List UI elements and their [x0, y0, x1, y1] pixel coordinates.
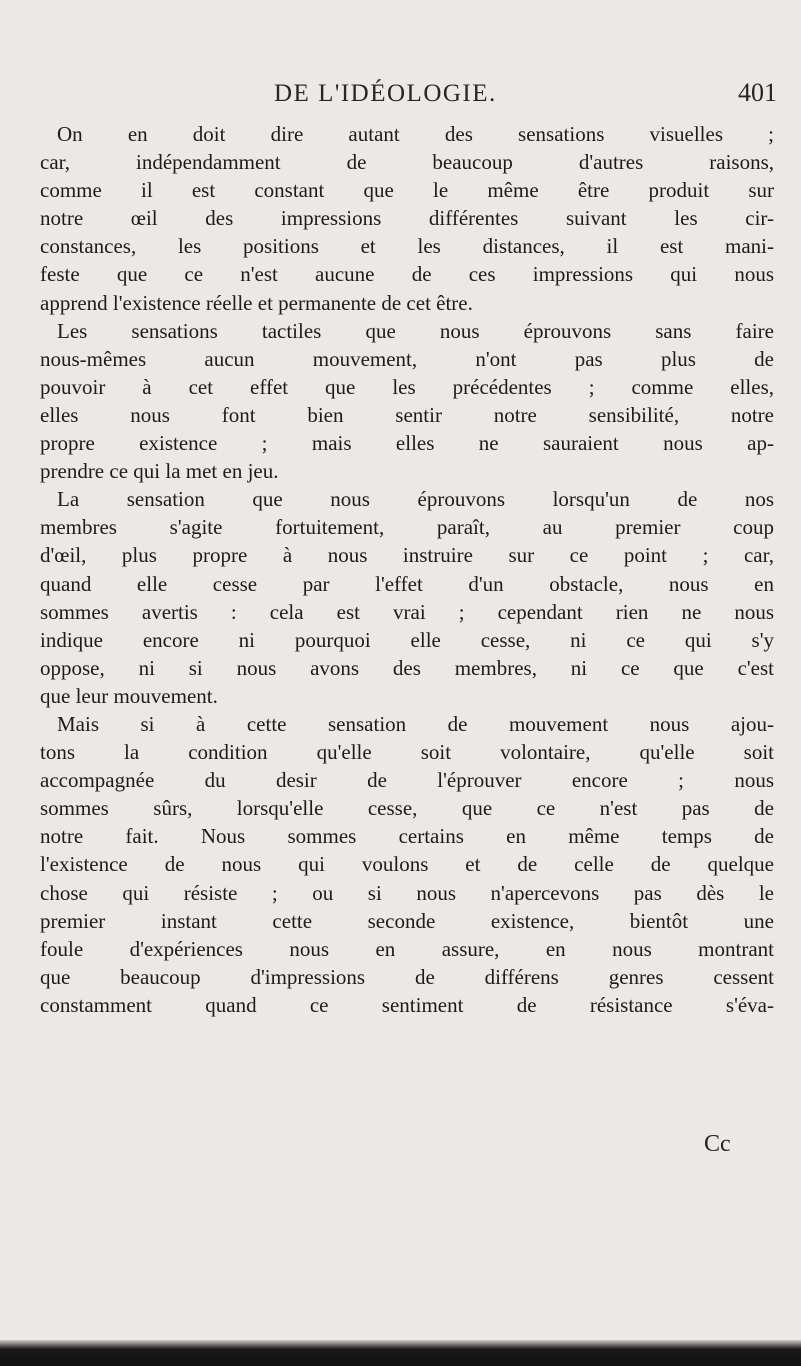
text-line: accompagnée du desir de l'éprouver encore ; nous [40, 768, 774, 793]
text-line: l'existence de nous qui voulons et de celle de quelque [40, 852, 774, 877]
text-line: constamment quand ce sentiment de résistance s'éva- [40, 992, 774, 1017]
page-edge-shadow [0, 1340, 801, 1366]
running-head: DE L'IDÉOLOGIE. [274, 80, 497, 107]
page-number: 401 [738, 78, 777, 107]
text-line: comme il est constant que le même être produit sur [40, 178, 774, 203]
text-line: feste que ce n'est aucune de ces impressions qui nous [40, 262, 774, 287]
text-line: propre existence ; mais elles ne sauraient nous ap- [40, 431, 774, 456]
text-line: sommes avertis : cela est vrai ; cependant rien ne nous [40, 599, 774, 624]
text-line: tons la condition qu'elle soit volontaire, qu'elle soit [40, 740, 774, 765]
text-line: Les sensations tactiles que nous éprouvons sans faire [57, 318, 774, 343]
text-line: que beaucoup d'impressions de différens genres cessent [40, 964, 774, 989]
signature-mark: Cc [704, 1131, 731, 1157]
text-line: Mais si à cette sensation de mouvement nous ajou- [57, 711, 774, 736]
text-line: sommes sûrs, lorsqu'elle cesse, que ce n'est pas de [40, 796, 774, 821]
text-line: prendre ce qui la met en jeu. [40, 459, 279, 484]
text-line: On en doit dire autant des sensations visuelles ; [57, 122, 774, 146]
text-line: d'œil, plus propre à nous instruire sur ce point ; car, [40, 543, 774, 568]
text-line: car, indépendamment de beaucoup d'autres raisons, [40, 150, 774, 175]
text-line: notre fait. Nous sommes certains en même temps de [40, 824, 774, 849]
text-line: nous-mêmes aucun mouvement, n'ont pas plus de [40, 346, 774, 371]
text-line: oppose, ni si nous avons des membres, ni ce que c'est [40, 655, 774, 680]
text-line: constances, les positions et les distances, il est mani- [40, 234, 774, 259]
text-line: elles nous font bien sentir notre sensibilité, notre [40, 402, 774, 427]
text-line: La sensation que nous éprouvons lorsqu'un de nos [57, 487, 774, 512]
text-line: indique encore ni pourquoi elle cesse, ni ce qui s'y [40, 627, 774, 652]
text-line: chose qui résiste ; ou si nous n'apercevons pas dès le [40, 880, 774, 905]
body-text [40, 120, 774, 1019]
text-line: membres s'agite fortuitement, paraît, au premier coup [40, 515, 774, 540]
text-line: apprend l'existence réelle et permanente de cet être. [40, 290, 473, 315]
text-line: foule d'expériences nous en assure, en nous montrant [40, 936, 774, 961]
text-line: notre œil des impressions différentes suivant les cir- [40, 206, 774, 231]
text-line: que leur mouvement. [40, 683, 218, 708]
text-line: quand elle cesse par l'effet d'un obstacle, nous en [40, 571, 774, 596]
text-line: pouvoir à cet effet que les précédentes ; comme elles, [40, 374, 774, 399]
text-line: premier instant cette seconde existence, bientôt une [40, 908, 774, 933]
